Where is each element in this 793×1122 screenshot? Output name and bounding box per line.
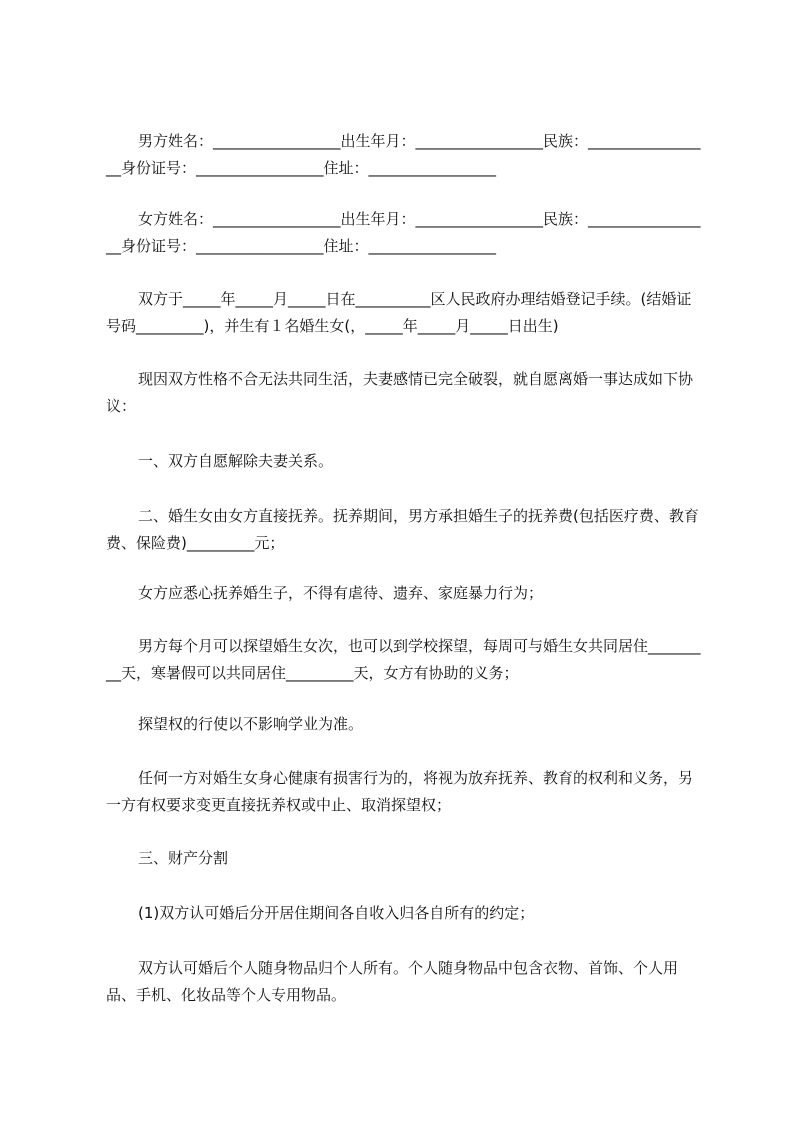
paragraph-visitation: 男方每个月可以探望婚生女次，也可以到学校探望，每周可与婚生女共同居住_________天，寒暑假可以共同居住_________天，女方有协助的义务； <box>106 637 701 682</box>
paragraph-personal-items: 双方认可婚后个人随身物品归个人所有。个人随身物品中包含衣物、首饰、个人用品、手机、化妆品等个人专用物品。 <box>106 959 679 1004</box>
paragraph-visitation-limit: 探望权的行使以不影响学业为准。 <box>138 715 364 733</box>
paragraph-property-1: (1)双方认可婚后分开居住期间各自收入归各自所有的约定； <box>138 904 535 922</box>
paragraph-divorce-reason: 现因双方性格不合无法共同生活，夫妻感情已完全破裂，就自愿离婚一事达成如下协议： <box>106 370 694 415</box>
paragraph-harm-clause: 任何一方对婚生女身心健康有损害行为的，将视为放弃抚养、教育的权利和义务，另一方有权要求变更直接抚养权或中止、取消探望权； <box>106 769 694 814</box>
paragraph-clause-3-title: 三、财产分割 <box>138 849 229 867</box>
paragraph-clause-2: 二、婚生女由女方直接抚养。抚养期间，男方承担婚生子的抚养费(包括医疗费、教育费、保险费)_________元； <box>106 507 699 552</box>
paragraph-female-info: 女方姓名：_________________出生年月：_________________民族：_________________身份证号：_________________住址：_________________ <box>106 210 701 255</box>
paragraph-marriage-registration: 双方于_____年_____月_____日在__________区人民政府办理结婚登记手续。(结婚证号码_________)，并生有１名婚生女(，_____年_____月_____日出生) <box>106 290 692 335</box>
paragraph-male-info: 男方姓名：_________________出生年月：_________________民族：_________________身份证号：_________________住址：_________________ <box>106 132 701 177</box>
paragraph-care-duty: 女方应悉心抚养婚生子，不得有虐待、遗弃、家庭暴力行为； <box>138 584 544 602</box>
paragraph-clause-1: 一、双方自愿解除夫妻关系。 <box>138 452 334 470</box>
